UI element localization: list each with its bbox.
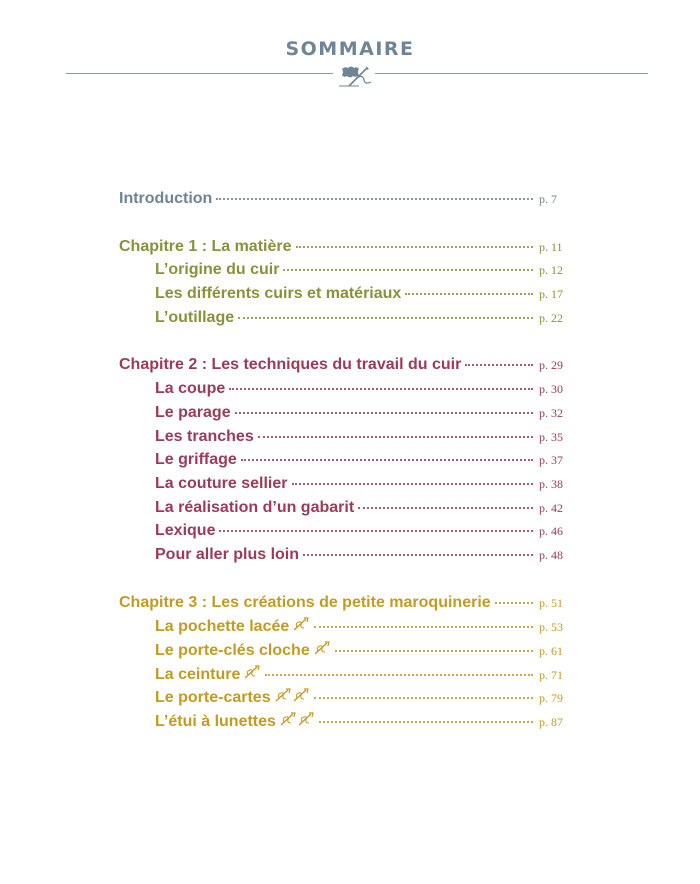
toc-entry-title: La couture sellier — [155, 474, 288, 492]
toc-page-number: p. 35 — [539, 429, 563, 444]
toc-page-number: p. 29 — [539, 358, 563, 373]
dot-leader — [495, 602, 533, 604]
toc-chapter-title: Chapitre 2 : Les techniques du travail du cuir — [119, 356, 462, 374]
toc-page-number: p. 17 — [539, 287, 563, 302]
toc-page-number: p. 51 — [539, 595, 563, 610]
toc-entry[interactable] — [119, 522, 573, 546]
dot-leader — [314, 626, 533, 628]
needle-thread-icon — [279, 712, 296, 726]
toc-entry[interactable] — [119, 641, 573, 665]
toc-page-number: p. 46 — [539, 524, 563, 539]
toc-entry-title: L’origine du cuir — [155, 261, 280, 279]
dot-leader — [405, 293, 533, 295]
dot-leader — [258, 436, 533, 438]
needle-thread-icon — [313, 641, 330, 655]
toc-page-number: p. 22 — [539, 310, 563, 325]
difficulty-rating — [274, 688, 310, 702]
difficulty-rating — [279, 712, 315, 726]
dot-leader — [283, 269, 533, 271]
toc-chapter-title: Chapitre 3 : Les créations de petite maroquinerie — [119, 593, 491, 611]
difficulty-rating — [243, 665, 261, 679]
toc-entry[interactable] — [119, 428, 573, 452]
toc-entry[interactable] — [119, 499, 573, 523]
toc-entry[interactable] — [119, 712, 573, 736]
table-of-contents — [119, 190, 573, 736]
dot-leader — [465, 364, 533, 366]
dot-leader — [314, 697, 533, 699]
toc-entry-title: Les tranches — [155, 427, 254, 445]
dot-leader — [241, 459, 533, 461]
toc-entry-title: Pour aller plus loin — [155, 545, 300, 563]
toc-entry-title: Les différents cuirs et matériaux — [155, 285, 402, 303]
needle-thread-icon — [274, 688, 291, 702]
toc-entry-title: Le porte-clés cloche — [155, 642, 310, 659]
dot-leader — [303, 554, 533, 556]
toc-entry-title: L’étui à lunettes — [155, 713, 276, 731]
toc-page-number: p. 79 — [539, 691, 563, 706]
toc-page-number: p. 12 — [539, 263, 563, 278]
toc-entry[interactable] — [119, 688, 573, 712]
needle-thread-icon — [292, 688, 309, 702]
toc-entry-title: Lexique — [155, 522, 216, 540]
toc-page-number: p. 71 — [539, 667, 563, 682]
dot-leader — [292, 483, 534, 485]
toc-entry[interactable] — [119, 617, 573, 641]
dot-leader — [335, 650, 533, 652]
toc-entry-title: La pochette lacée — [155, 618, 290, 636]
dot-leader — [238, 317, 533, 319]
toc-chapter-title: Chapitre 1 : La matière — [119, 237, 292, 255]
toc-page-number: p. 30 — [539, 382, 563, 397]
toc-entry-title: La réalisation d’un gabarit — [155, 498, 355, 516]
dot-leader — [265, 674, 533, 676]
toc-entry[interactable] — [119, 546, 573, 570]
toc-page-number: p. 87 — [539, 715, 563, 730]
toc-page-number: p. 11 — [539, 239, 563, 254]
toc-page-number: p. 61 — [539, 644, 563, 658]
toc-entry-title: La ceinture — [155, 665, 241, 683]
toc-page-number: p. 32 — [539, 405, 563, 420]
toc-entry[interactable] — [119, 665, 573, 689]
toc-chapter-1[interactable] — [119, 238, 573, 262]
needle-thread-icon — [297, 712, 314, 726]
toc-introduction[interactable] — [119, 190, 573, 214]
needle-thread-icon — [292, 617, 309, 631]
page-title: SOMMAIRE — [285, 38, 415, 60]
toc-entry-title: La coupe — [155, 380, 226, 398]
dot-leader — [296, 246, 534, 248]
toc-entry-title: L’outillage — [155, 308, 235, 326]
toc-entry-title: Le griffage — [155, 451, 237, 469]
toc-chapter-3[interactable] — [119, 594, 573, 618]
toc-entry[interactable] — [119, 285, 573, 309]
toc-entry-title: Le parage — [155, 403, 231, 421]
dot-leader — [358, 507, 533, 509]
dot-leader — [229, 388, 533, 390]
leather-and-needle-icon — [333, 60, 375, 92]
dot-leader — [235, 412, 533, 414]
toc-entry[interactable] — [119, 404, 573, 428]
dot-leader — [319, 721, 533, 723]
difficulty-rating — [292, 617, 310, 631]
toc-entry-title: Le porte-cartes — [155, 689, 271, 707]
toc-page-number: p. 38 — [539, 476, 563, 491]
toc-entry[interactable] — [119, 309, 573, 333]
toc-page-number: p. 53 — [539, 620, 563, 635]
toc-entry[interactable] — [119, 451, 573, 475]
dot-leader — [216, 198, 533, 200]
toc-page-number: p. 7 — [539, 192, 557, 206]
toc-entry[interactable] — [119, 380, 573, 404]
toc-entry[interactable] — [119, 475, 573, 499]
toc-page-number: p. 37 — [539, 453, 563, 468]
toc-chapter-2[interactable] — [119, 356, 573, 380]
dot-leader — [219, 530, 533, 532]
toc-page-number: p. 48 — [539, 547, 563, 562]
needle-thread-icon — [243, 665, 260, 679]
difficulty-rating — [313, 641, 331, 655]
toc-page-number: p. 42 — [539, 500, 563, 515]
toc-entry-title: Introduction — [119, 190, 213, 207]
toc-entry[interactable] — [119, 261, 573, 285]
